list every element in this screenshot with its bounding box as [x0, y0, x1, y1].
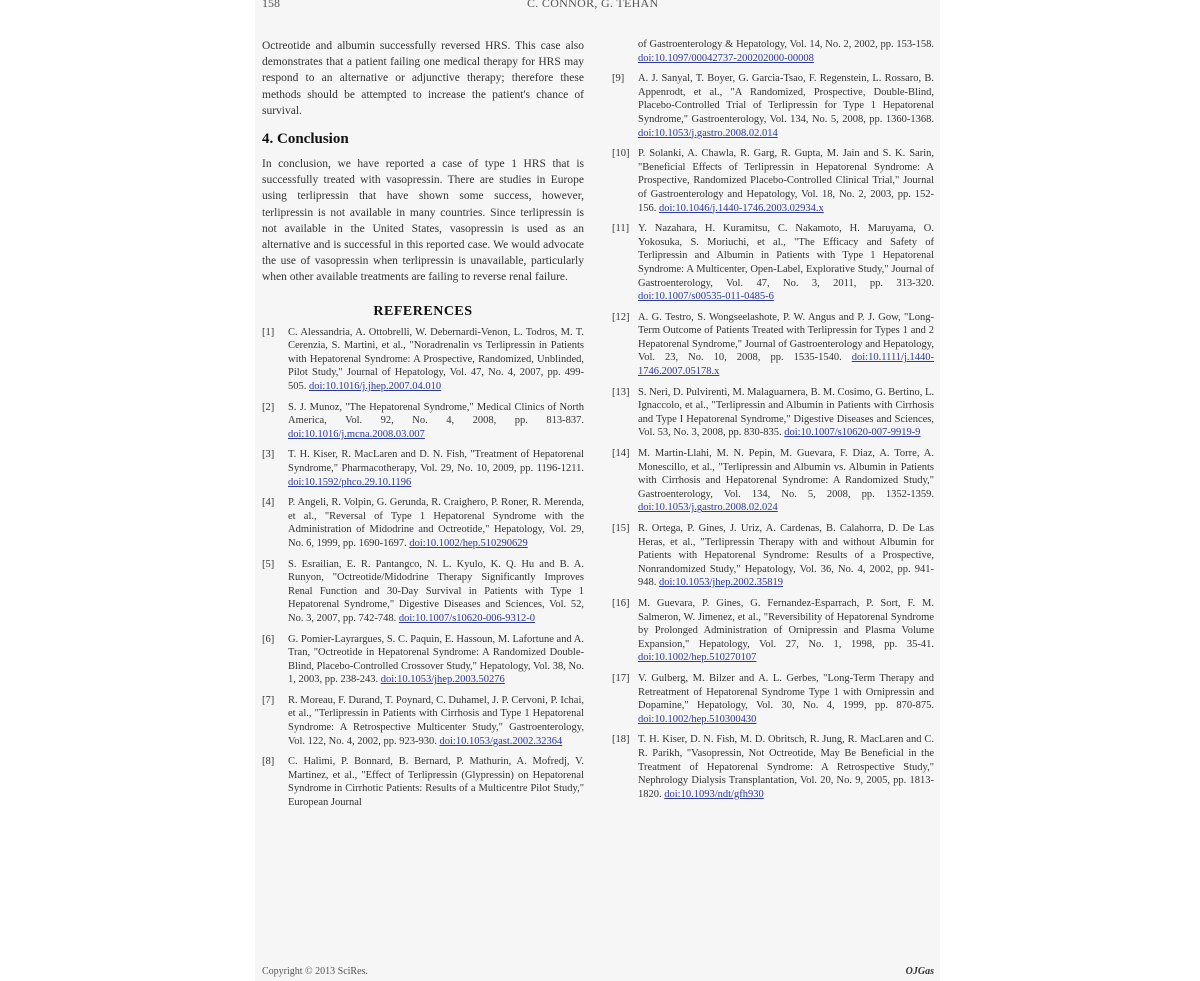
- doi-link[interactable]: doi:10.1002/hep.510290629: [409, 537, 528, 549]
- reference-number: [16]: [612, 597, 630, 609]
- reference-citation: A. G. Testro, S. Wongseelashote, P. W. Angus and P. J. Gow, "Long-Term Outcome of Patients Treated with Terlipressin for Types 1 and 2 Hepatorenal Syndrome," Journal of Gastroenterology and Hepatology, Vol. 23, No. 10, 2008, pp. 1535-1540.: [638, 311, 934, 364]
- reference-item: [612, 386, 934, 440]
- reference-number: [9]: [612, 73, 625, 85]
- doi-link[interactable]: doi:10.1097/00042737-200202000-00008: [638, 52, 814, 64]
- doi-link[interactable]: doi:10.1111/j.1440-1746.2007.05178.x: [638, 352, 934, 378]
- reference-number: [18]: [612, 734, 630, 746]
- reference-citation: Y. Nazahara, H. Kuramitsu, C. Nakamoto, H. Maruyama, O. Yokosuka, S. Moriuchi, et al., "The Efficacy and Safety of Terlipressin and Albumin in Patients with Type 1 Hepatorenal Syndrome: A Multicenter, Open-Label, Explorative Study," Journal of Gastroenterology, Vol. 47, No. 3, 2011, pp. 313-320.: [638, 223, 934, 289]
- reference-text: [288, 633, 584, 687]
- reference-citation: M. Martin-Llahi, M. N. Pepin, M. Guevara, F. Diaz, A. Torre, A. Monescillo, et al., "Terlipressin and Albumin vs. Albumin in Patients with Cirrhosis and Hepatorenal Syndrome: A Randomized Study," Gastroenterology, Vol. 134, No. 5, 2008, pp. 1352-1359.: [638, 448, 934, 500]
- reference-number: [1]: [262, 326, 275, 338]
- reference-number: [612, 38, 638, 65]
- right-column: [612, 38, 934, 943]
- journal-footer: OJGas: [905, 966, 934, 977]
- reference-text: [638, 597, 934, 665]
- doi-link[interactable]: doi:10.1007/s10620-007-9919-9: [784, 427, 921, 439]
- reference-citation: R. Ortega, P. Gines, J. Uriz, A. Cardenas, B. Calahorra, D. De Las Heras, et al., "Terlipressin Therapy with and without Albumin for Patients with Hepatorenal Syndrome: Results of a Prospective, Nonrandomized Study," Hepatology, Vol. 36, No. 4, 2002, pp. 941-948.: [638, 523, 934, 589]
- reference-item: [612, 147, 934, 215]
- reference-citation: S. J. Munoz, "The Hepatorenal Syndrome," Medical Clinics of North America, Vol. 92, No. 4, 2008, pp. 813-837.: [288, 401, 584, 427]
- reference-text: [288, 326, 584, 394]
- reference-text: [288, 448, 584, 489]
- reference-text: [638, 733, 934, 801]
- references-list-right: [612, 38, 934, 801]
- reference-item: [612, 38, 934, 65]
- references-list-left: [262, 326, 584, 810]
- reference-citation: C. Halimi, P. Bonnard, B. Bernard, P. Mathurin, A. Mofredj, V. Martinez, et al., "Effect of Terlipressin (Glypressin) on Hepatorenal Syndrome in Cirrhotic Patients: Results of a Multicentre Pilot Study," European Journal: [288, 756, 584, 809]
- reference-text: [638, 72, 934, 140]
- reference-citation: G. Pomier-Layrargues, S. C. Paquin, E. Hassoun, M. Lafortune and A. Tran, "Octreotide in Hepatorenal Syndrome: A Randomized Double-Blind, Placebo-Controlled Crossover Study," Hepatology, Vol. 38, No. 1, 2003, pp. 238-243.: [288, 633, 584, 686]
- reference-text: [288, 694, 584, 748]
- doi-link[interactable]: doi:10.1046/j.1440-1746.2003.02934.x: [659, 202, 824, 214]
- doi-link[interactable]: doi:10.1053/jhep.2002.35819: [659, 577, 783, 589]
- reference-item: [612, 447, 934, 515]
- reference-text: [638, 386, 934, 440]
- doi-link[interactable]: doi:10.1053/gast.2002.32364: [439, 735, 563, 747]
- reference-citation: T. H. Kiser, D. N. Fish, M. D. Obritsch, R. Jung, R. MacLaren and C. R. Parikh, "Vasopressin, Not Octreotide, May Be Beneficial in the Treatment of Hepatorenal Syndrome: A Retrospective Study," Nephrology Dialysis Transplantation, Vol. 20, No. 9, 2005, pp. 1813-1820.: [638, 734, 934, 800]
- doi-link[interactable]: doi:10.1053/jhep.2003.50276: [380, 674, 505, 686]
- reference-number: [7]: [262, 694, 275, 706]
- doi-link[interactable]: doi:10.1053/j.gastro.2008.02.024: [638, 502, 778, 514]
- reference-text: [638, 147, 934, 215]
- reference-citation: S. Neri, D. Pulvirenti, M. Malaguarnera, B. M. Cosimo, G. Bertino, L. Ignaccolo, et al., "Terlipressin and Albumin in Patients with Cirrhosis and Type I Hepatorenal Syndrome," Digestive Diseases and Sciences, Vol. 53, No. 3, 2008, pp. 830-835.: [638, 386, 934, 439]
- doi-link[interactable]: doi:10.1007/s10620-006-9312-0: [398, 612, 536, 624]
- reference-number: [15]: [612, 523, 630, 534]
- doi-link[interactable]: doi:10.1592/phco.29.10.1196: [288, 476, 412, 488]
- reference-number: [8]: [262, 756, 275, 768]
- reference-item: [612, 72, 934, 140]
- reference-text: [288, 558, 584, 626]
- reference-item: [612, 733, 934, 801]
- reference-item: [612, 222, 934, 304]
- reference-citation: R. Moreau, F. Durand, T. Poynard, C. Duhamel, J. P. Cervoni, P. Ichai, et al., "Terlipressin in Patients with Cirrhosis and Type 1 Hepatorenal Syndrome: A Retrospective Multicenter Study," Gastroenterology, Vol. 122, No. 4, 2002, pp. 923-930.: [288, 694, 584, 747]
- reference-text: [638, 522, 934, 590]
- reference-text: [288, 401, 584, 442]
- references-heading: REFERENCES: [373, 303, 473, 319]
- doi-link[interactable]: doi:10.1093/ndt/gfh930: [664, 788, 764, 800]
- intro-paragraph: Octreotide and albumin successfully reversed HRS. This case also demonstrates that a patient failing one medical therapy for HRS may respond to an alternative or adjunctive therapy; therefore these methods should be attempted to increase the patient's chance of survival.: [262, 40, 584, 117]
- reference-citation: M. Guevara, P. Gines, G. Fernandez-Esparrach, P. Sort, F. M. Salmeron, W. Jimenez, et al., "Reversibility of Hepatorenal Syndrome by Prolonged Administration of Ornipressin and Plasma Volume Expansion," Hepatology, Vol. 27, No. 1, 1998, pp. 35-41.: [638, 597, 934, 650]
- reference-number: [2]: [262, 401, 275, 413]
- reference-text: [638, 311, 934, 379]
- reference-number: [14]: [612, 448, 630, 460]
- reference-citation: A. J. Sanyal, T. Boyer, G. Garcia-Tsao, F. Regenstein, L. Rossaro, B. Appenrodt, et al., "A Randomized, Prospective, Double-Blind, Placebo-Controlled Trial of Terlipressin for Type 1 Hepatorenal Syndrome," Gastroenterology, Vol. 134, No. 5, 2008, pp. 1360-1368.: [638, 73, 934, 125]
- reference-number: [5]: [262, 558, 275, 570]
- reference-number: [17]: [612, 672, 630, 684]
- reference-text: [288, 755, 584, 809]
- reference-citation: of Gastroenterology & Hepatology, Vol. 14, No. 2, 2002, pp. 153-158.: [638, 39, 934, 50]
- doi-link[interactable]: doi:10.1007/s00535-011-0485-6: [638, 291, 774, 303]
- reference-text: [638, 222, 934, 304]
- reference-item: [262, 558, 584, 626]
- reference-citation: C. Alessandria, A. Ottobrelli, W. Debernardi-Venon, L. Todros, M. T. Cerenzia, S. Martini, et al., "Noradrenalin vs Terlipressin in Patients with Hepatorenal Syndrome: A Prospective, Randomized, Unblinded, Pilot Study," Journal of Hepatology, Vol. 47, No. 4, 2007, pp. 499-505.: [288, 326, 584, 393]
- reference-item: [612, 597, 934, 665]
- doi-link[interactable]: doi:10.1053/j.gastro.2008.02.014: [638, 127, 778, 139]
- reference-number: [10]: [612, 148, 630, 160]
- reference-citation: P. Solanki, A. Chawla, R. Garg, R. Gupta, M. Jain and S. K. Sarin, "Beneficial Effects of Terlipressin in Hepatorenal Syndrome: A Prospective, Randomized Placebo-Controlled Clinical Trial," Journal of Gastroenterology and Hepatology, Vol. 18, No. 2, 2003, pp. 152-156.: [638, 148, 934, 214]
- reference-number: [6]: [262, 633, 275, 645]
- reference-citation: T. H. Kiser, R. MacLaren and D. N. Fish, "Treatment of Hepatorenal Syndrome," Pharmacotherapy, Vol. 29, No. 10, 2009, pp. 1196-1211.: [288, 449, 584, 474]
- reference-number: [11]: [612, 223, 630, 235]
- reference-item: [262, 496, 584, 550]
- reference-text: [638, 672, 934, 726]
- running-title: C. CONNOR, G. TEHAN: [527, 0, 659, 10]
- reference-item: [262, 755, 584, 809]
- reference-item: [612, 672, 934, 726]
- doi-link[interactable]: doi:10.1016/j.mcna.2008.03.007: [288, 428, 425, 440]
- reference-item: [262, 448, 584, 489]
- copyright-footer: Copyright © 2013 SciRes.: [262, 966, 368, 977]
- left-column: [262, 38, 584, 943]
- reference-number: [13]: [612, 386, 630, 398]
- reference-citation: V. Gulberg, M. Bilzer and A. L. Gerbes, "Long-Term Therapy and Retreatment of Hepatorenal Syndrome Type 1 with Ornipressin and Dopamine," Hepatology, Vol. 30, No. 4, 1999, pp. 870-875.: [638, 672, 934, 712]
- reference-item: [262, 633, 584, 687]
- reference-text: [638, 447, 934, 515]
- doi-link[interactable]: doi:10.1002/hep.510300430: [638, 713, 757, 725]
- reference-number: [4]: [262, 497, 275, 509]
- reference-item: [262, 326, 584, 394]
- reference-number: [12]: [612, 311, 630, 323]
- reference-item: [262, 401, 584, 442]
- reference-text: [288, 496, 584, 550]
- reference-item: [612, 311, 934, 379]
- reference-citation: S. Esrailian, E. R. Pantangco, N. L. Kyulo, K. Q. Hu and B. A. Runyon, "Octreotide/Midodrine Therapy Significantly Improves Renal Function and 30-Day Survival in Patients with Type 1 Hepatorenal Syndrome," Digestive Diseases and Sciences, Vol. 52, No. 3, 2007, pp. 742-748.: [288, 558, 584, 624]
- page-number: 158: [262, 0, 280, 10]
- section-heading: 4. Conclusion: [262, 131, 349, 148]
- doi-link[interactable]: doi:10.1002/hep.510270107: [638, 652, 757, 664]
- reference-item: [262, 694, 584, 748]
- doi-link[interactable]: doi:10.1016/j.jhep.2007.04.010: [309, 381, 442, 393]
- reference-number: [3]: [262, 449, 275, 461]
- conclusion-paragraph: In conclusion, we have reported a case of type 1 HRS that is successfully treated with vasopressin. There are studies in Europe using terlipressin that have shown some success, however, terlipressin is not available in many countries. Since terlipressin is not available in the United States, vasopressin is used as an alternative and is successful in this reported case. We would advocate the use of vasopressin when terlipressin is unavailable, particularly when other available treatments are failing to reverse renal failure.: [262, 158, 584, 284]
- reference-citation: P. Angeli, R. Volpin, G. Gerunda, R. Craighero, P. Roner, R. Merenda, et al., "Reversal of Type 1 Hepatorenal Syndrome with the Administration of Midodrine and Octreotide," Hepatology, Vol. 29, No. 6, 1999, pp. 1690-1697.: [288, 497, 584, 549]
- reference-item: [612, 522, 934, 590]
- reference-text: [638, 38, 934, 65]
